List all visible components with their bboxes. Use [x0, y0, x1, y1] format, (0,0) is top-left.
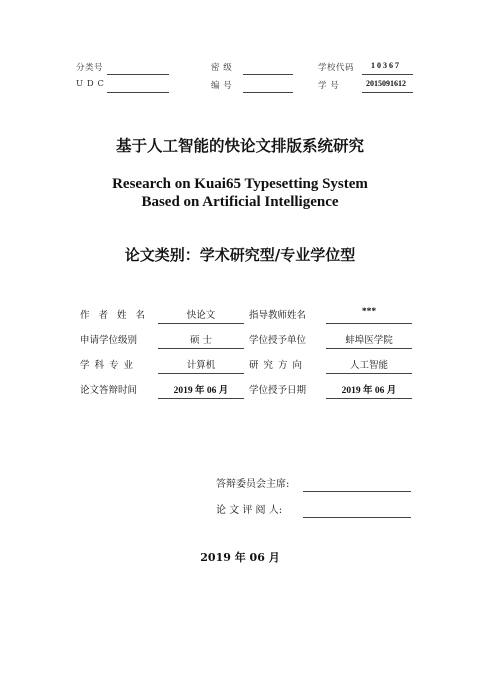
- udc-field: [107, 92, 169, 93]
- school-code-value: 1 0 3 6 7: [371, 61, 399, 70]
- grant-date-underline: [326, 398, 412, 399]
- school-code-label: 学校代码: [318, 63, 355, 73]
- degree-label: 申请学位级别: [80, 335, 138, 346]
- committee-chair-underline: [303, 491, 411, 492]
- title-chinese: 基于人工智能的快论文排版系统研究: [115, 137, 364, 155]
- major-value: 计算机: [186, 360, 216, 371]
- author-label: 作 者 姓 名: [80, 310, 149, 321]
- reviewers-label: 论 文 评 阅 人:: [216, 505, 283, 516]
- title-english-line2: Based on Artificial Intelligence: [141, 194, 339, 210]
- grantor-label: 学位授予单位: [249, 335, 307, 346]
- student-id-label: 学 号: [318, 81, 340, 91]
- advisor-value: ***: [361, 307, 377, 317]
- thesis-category: 论文类别：学术研究型/专业学位型: [124, 246, 356, 264]
- author-underline: [158, 323, 244, 324]
- advisor-label: 指导教师姓名: [249, 310, 307, 321]
- school-code-field: [362, 74, 413, 75]
- degree-underline: [158, 348, 244, 349]
- major-underline: [158, 373, 244, 374]
- title-english-line1: Research on Kuai65 Typesetting System: [112, 176, 368, 192]
- grant-date-value: 2019 年 06 月: [341, 386, 397, 396]
- reviewers-underline: [303, 517, 411, 518]
- author-value: 快论文: [186, 310, 216, 321]
- grantor-underline: [326, 348, 412, 349]
- serial-label: 编 号: [211, 81, 233, 91]
- major-label: 学 科 专 业: [80, 360, 135, 371]
- defense-date-label: 论文答辩时间: [80, 385, 138, 396]
- secrecy-label: 密 级: [211, 63, 233, 73]
- defense-date-value: 2019 年 06 月: [173, 386, 229, 396]
- classification-field: [107, 74, 169, 75]
- degree-value: 硕 士: [189, 335, 213, 346]
- direction-value: 人工智能: [349, 360, 388, 371]
- committee-chair-label: 答辩委员会主席:: [216, 479, 290, 490]
- student-id-field: [362, 92, 413, 93]
- student-id-value: 2015091612: [366, 79, 406, 88]
- advisor-underline: [326, 323, 412, 324]
- direction-label: 研 究 方 向: [249, 360, 304, 371]
- grant-date-label: 学位授予日期: [249, 385, 307, 396]
- secrecy-field: [243, 74, 293, 75]
- grantor-value: 蚌埠医学院: [345, 335, 393, 346]
- direction-underline: [326, 373, 412, 374]
- cover-date: 2019 年 06 月: [200, 551, 280, 564]
- defense-date-underline: [158, 398, 244, 399]
- serial-field: [243, 92, 293, 93]
- classification-label: 分类号: [76, 63, 104, 73]
- udc-label: U D C: [76, 79, 105, 89]
